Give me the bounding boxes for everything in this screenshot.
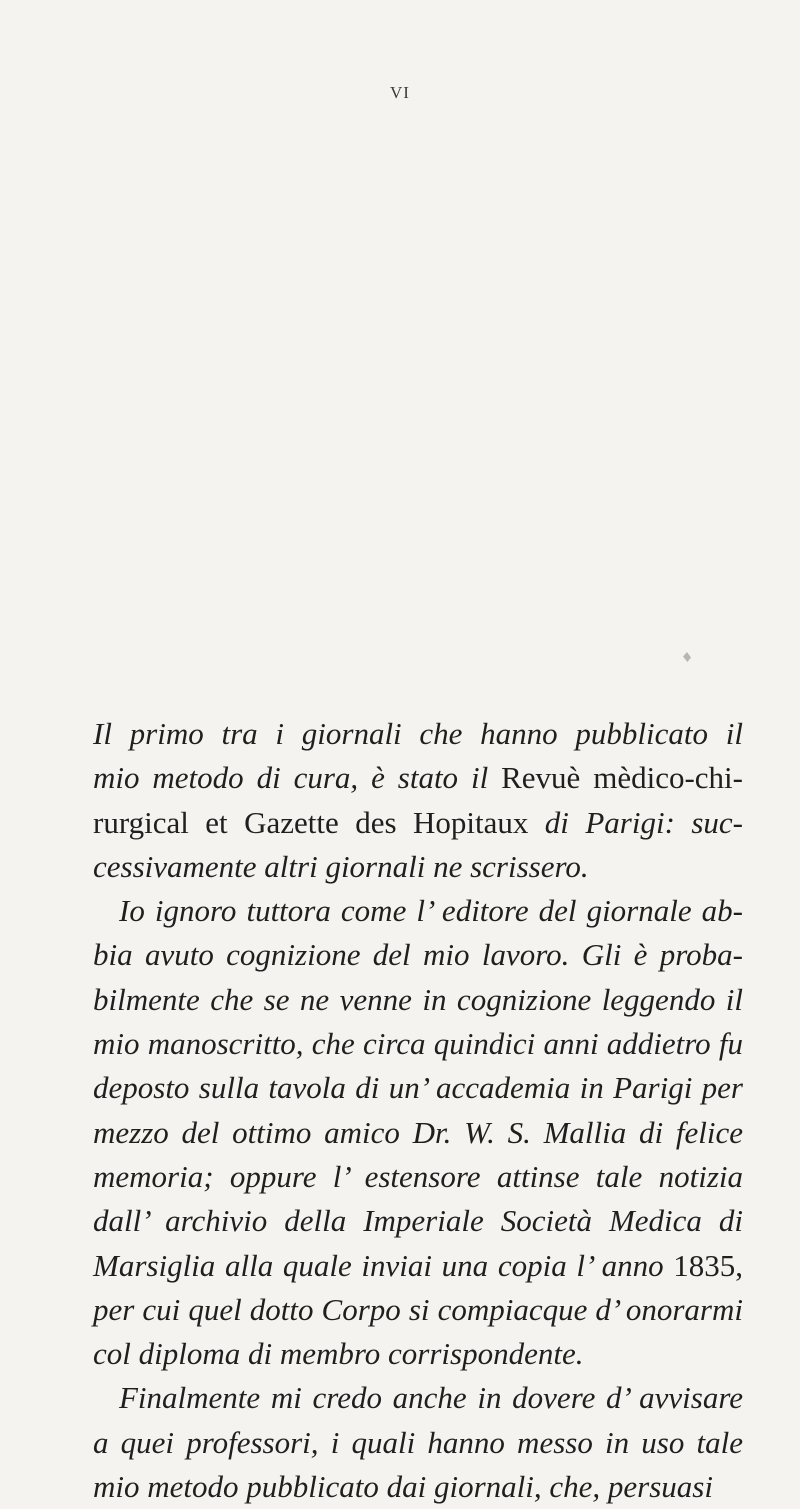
text-line [93, 712, 743, 756]
text-run: deposto sulla tavola di un’ accademia in Parigi per [93, 1070, 743, 1106]
text-run: Finalmente mi credo anche in dovere d’ avvisare [119, 1380, 743, 1416]
text-line [93, 933, 743, 977]
text-line [93, 1332, 743, 1376]
paragraph [93, 712, 743, 889]
text-line [93, 1155, 743, 1199]
text-line [93, 845, 743, 889]
text-run: Marsiglia alla quale inviai una copia l’ anno [93, 1247, 674, 1283]
text-line [93, 889, 743, 933]
printer-ornament-mark [683, 652, 691, 662]
text-line [93, 1066, 743, 1110]
text-run: mezzo del ottimo amico Dr. W. S. Mallia di felice [93, 1114, 743, 1150]
text-run: rurgical et Gazette des Hopitaux [93, 804, 545, 840]
text-run: Io ignoro tuttora come l’ editore del giornale ab- [119, 893, 743, 929]
text-line [93, 1465, 743, 1509]
text-run: 1835, [673, 1247, 743, 1283]
text-run: memoria; oppure l’ estensore attinse tale notizia [93, 1158, 743, 1194]
text-run: col diploma di membro corrispondente. [93, 1336, 584, 1372]
text-line [93, 756, 743, 800]
text-line [93, 1421, 743, 1465]
text-line [93, 1244, 743, 1288]
paragraph [93, 1376, 743, 1509]
text-line [93, 1199, 743, 1243]
text-line [93, 978, 743, 1022]
text-run: di Parigi: suc- [544, 804, 743, 840]
text-run: dall’ archivio della Imperiale Società Medica di [93, 1203, 743, 1239]
text-run: a quei professori, i quali hanno messo in uso tale [93, 1424, 743, 1460]
text-run: bia avuto cognizione del mio lavoro. Gli è proba- [93, 937, 743, 973]
text-line [93, 1111, 743, 1155]
text-run: per cui quel dotto Corpo si compiacque d’ onorarmi [93, 1291, 743, 1327]
text-run: Revuè mèdico-chi- [501, 760, 743, 796]
text-run: cessivamente altri giornali ne scrissero. [93, 848, 589, 884]
text-run: bilmente che se ne venne in cognizione leggendo il [93, 981, 743, 1017]
page-number: VI [390, 83, 410, 102]
paragraph [93, 889, 743, 1376]
text-run: Il primo tra i giornali che hanno pubblicato il [93, 716, 743, 751]
text-line [93, 1022, 743, 1066]
text-line [93, 1376, 743, 1420]
text-line [93, 801, 743, 845]
text-line [93, 1288, 743, 1332]
text-run: mio metodo di cura, è stato il [93, 760, 502, 796]
text-run: mio manoscritto, che circa quindici anni addietro fu [93, 1026, 743, 1062]
text-run: mio metodo pubblicato dai giornali, che, persuasi [93, 1469, 713, 1505]
body-text [93, 712, 743, 1509]
